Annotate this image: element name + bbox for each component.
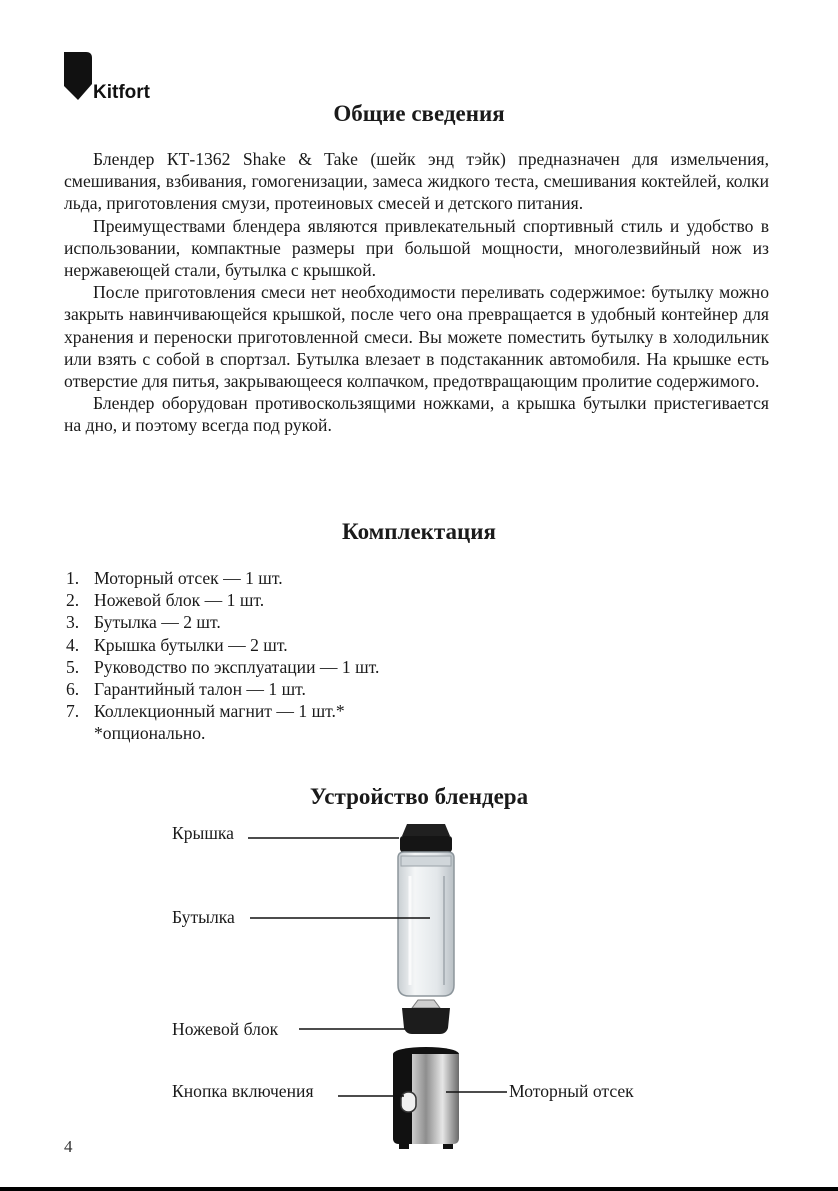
label-button: Кнопка включения bbox=[172, 1081, 314, 1101]
paragraph: Блендер КТ-1362 Shake & Take (шейк энд тэйк) предназначен для измельчения, смешивания, взбивания, гомогенизации, замеса жидкого теста, смешивания коктейлей, колки льда, приготовления смузи, протеиновых смесей и детского питания. bbox=[64, 149, 769, 214]
section-title-device: Устройство блендера bbox=[309, 784, 529, 809]
paragraph: Преимуществами блендера являются привлекательный спортивный стиль и удобство в использовании, компактные размеры при большой мощности, многолезвийный нож из нержавеющей стали, бутылка с крышкой. bbox=[64, 215, 769, 281]
blade-part bbox=[402, 1000, 450, 1034]
list-item: 3. Бутылка — 2 шт. bbox=[66, 612, 221, 633]
label-motor: Моторный отсек bbox=[509, 1081, 634, 1101]
kit-note: *опционально. bbox=[94, 723, 206, 744]
page-number: 4 bbox=[64, 1137, 73, 1156]
motor-part bbox=[393, 1047, 459, 1149]
paragraph: После приготовления смеси нет необходимости переливать содержимое: бутылку можно закрыть навинчивающейся крышкой, после чего она превращается в удобный контейнер для хранения и переноски приготовленной смеси. Вы можете поместить бутылку в холодильник или взять с собой в спортзал. Бутылка влезает в подстаканник автомобиля. На крышке есть отверстие для питья, закрывающееся колпачком, предотвращающим пролитие содержимого. bbox=[64, 282, 769, 392]
list-item: 1. Моторный отсек — 1 шт. bbox=[66, 568, 283, 588]
bottle-part bbox=[398, 852, 454, 996]
list-item: 6. Гарантийный талон — 1 шт. bbox=[66, 679, 306, 700]
list-item: 4. Крышка бутылки — 2 шт. bbox=[66, 634, 288, 655]
lid-part bbox=[400, 824, 452, 852]
logo-text: Kitfort bbox=[93, 82, 150, 103]
label-bottle: Бутылка bbox=[172, 907, 235, 927]
list-item: 2. Ножевой блок — 1 шт. bbox=[66, 590, 265, 611]
label-lid: Крышка bbox=[172, 823, 234, 843]
list-item: 7. Коллекционный магнит — 1 шт.* bbox=[66, 701, 345, 722]
label-blade: Ножевой блок bbox=[172, 1019, 279, 1039]
paragraph: Блендер оборудован противоскользящими ножками, а крышка бутылки пристегивается на дно, и поэтому всегда под рукой. bbox=[64, 393, 769, 436]
section-title-general: Общие сведения bbox=[333, 101, 505, 126]
list-item: 5. Руководство по эксплуатации — 1 шт. bbox=[66, 656, 380, 677]
section-title-kit: Комплектация bbox=[342, 519, 496, 544]
bottom-rule bbox=[0, 1187, 838, 1191]
